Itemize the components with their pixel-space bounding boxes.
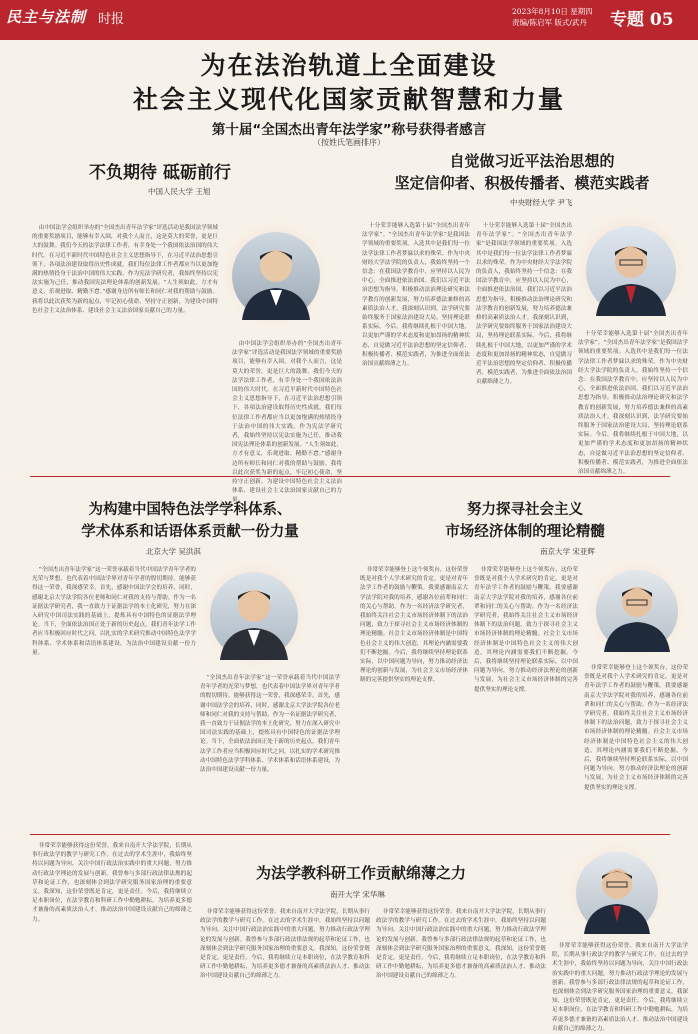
portrait-photo-song-hualin (576, 852, 658, 934)
article-5-title: 为法学教科研工作贡献绵薄之力 (255, 864, 466, 882)
article-4-author: 南京大学 宋亚辉 (540, 547, 595, 556)
newspaper-logo: 民主与法制 (6, 8, 87, 26)
article-3-body-col1 (32, 566, 196, 826)
article-1-author: 中国人民大学 王旭 (148, 187, 211, 196)
headline-note: （按姓氏笔画排序） (313, 138, 385, 147)
article-4-body-col1 (360, 566, 468, 826)
editor-credit: 责编/陈启军 版式/武丹 (512, 18, 587, 27)
article-5-body-col2 (200, 908, 370, 978)
article-5-text-col4: 非常荣幸能够获得这份荣誉。我来自南开大学法学院，长期从事行政法学的教学与研究工作。在过去的学术生涯中，我始终坚持以问题为导向，关注中国行政法治实践中的重大问题，努力推动行政法学理论的发展与创新。我曾参与多部行政法律法规的起草和论证工作，也深刻体会到法学研究服务国家治理的重要意义。我深知，这份荣誉既是肯定，更是责任。今后，我将继续立足本职岗位，在法学教育和科研工作中勤勉耕耘，为培养更多德才兼备的高素质法治人才、推动法治中国建设贡献自己的绵薄之力。 (552, 943, 688, 1032)
article-3-author: 北京大学 吴洪淇 (146, 547, 201, 556)
article-5-text: 非常荣幸能够获得这份荣誉。我来自南开大学法学院，长期从事行政法学的教学与研究工作。在过去的学术生涯中，我始终坚持以问题为导向，关注中国行政法治实践中的重大问题，努力推动行政法学理论的发展与创新。我曾参与多部行政法律法规的起草和论证工作，也深刻体会到法学研究服务国家治理的重要意义。我深知，这份荣誉既是肯定，更是责任。今后，我将继续立足本职岗位，在法学教育和科研工作中勤勉耕耘，为培养更多德才兼备的高素质法治人才、推动法治中国建设贡献自己的绵薄之力。 (32, 843, 192, 923)
headline-subtitle: 第十届“全国杰出青年法学家”称号获得者感言 (211, 122, 487, 138)
article-5-body-col3 (376, 908, 546, 978)
article-4-text-col2: 非常荣幸能够登上这个领奖台，这份荣誉既是对我个人学术研究的肯定，更是对青年法学工作者的鼓励与鞭策。我要感谢南京大学法学院对我的培养，感谢各位前辈和同仁的关心与帮助。作为一名经济法学研究者，我始终关注社会主义市场经济体制下的法治问题，致力于探寻社会主义市场经济体制的理论精髓。社会主义市场经济体制是中国特色社会主义的伟大创造，其理论内涵需要我们不断挖掘。今后，我将继续坚持理论联系实际，以中国问题为导向，努力推动经济法理论的创新与发展，为社会主义市场经济体制的完善提供坚实的理论支撑。 (474, 567, 578, 693)
article-3-text-col2: “全国杰出青年法学家”这一荣誉承载着当代中国法学青年学者的光荣与梦想，也代表着中国法学界对青年学者的殷切期待。能够获得这一荣誉，我深感荣幸。首先，感谢中国法学会的培养，同时，感谢北京大学法学院各位老师和同仁对我的支持与帮助。作为一名证据法学研究者，我一直致力于证据法学的本土化研究，努力在深入研究中国司法实践的基础上，提炼具有中国特色的证据法学理论。当下，全面依法治国正处于新的历史起点，我们青年法学工作者应当积极回应时代之问，以扎实的学术研究推动中国特色法学学科体系、学术体系和话语体系建设，为法治中国建设贡献一份力量。 (200, 675, 340, 774)
article-2-body-col3 (578, 330, 688, 476)
article-2-author: 中央财经大学 尹飞 (510, 198, 573, 207)
issue-date: 2023年8月10日 星期四 (512, 7, 593, 16)
dateline (512, 6, 608, 28)
section-divider (30, 476, 670, 477)
article-1-body (32, 224, 218, 454)
portrait-photo-yin-fei (586, 226, 676, 316)
section-tag: 专题 05 (610, 10, 674, 30)
article-1-body-col2 (232, 340, 342, 504)
article-4-body-col3 (584, 664, 688, 826)
article-4-text: 非常荣幸能够登上这个领奖台，这份荣誉既是对我个人学术研究的肯定，更是对青年法学工作者的鼓励与鞭策。我要感谢南京大学法学院对我的培养，感谢各位前辈和同仁的关心与帮助。作为一名经济法学研究者，我始终关注社会主义市场经济体制下的法治问题，致力于探寻社会主义市场经济体制的理论精髓。社会主义市场经济体制是中国特色社会主义的伟大创造，其理论内涵需要我们不断挖掘。今后，我将继续坚持理论联系实际，以中国问题为导向，努力推动经济法理论的创新与发展，为社会主义市场经济体制的完善提供坚实的理论支撑。 (360, 567, 468, 684)
article-2-text: 十分荣幸能够入选第十届“全国杰出青年法学家”。“全国杰出青年法学家”是我国法学领域的重要奖项。入选其中是我们每一位法学法律工作者梦寐以求的殊荣。作为中央财经大学法学院的负责人，我始终坚持一个信念：在我国法学教育中，应坚持以人民为中心，全面推进依法治国。我们以习近平法治思想为指导，积极推动法治理论研究和法学教育的创新发展，努力培养德法兼修的高素质法治人才。我深刻认识到，法学研究要始终服务于国家法治建设大局，坚持理论联系实际。今后，我将继续扎根于中国大地，以更加严谨的学术态度和更加昂扬的精神状态，自觉做习近平法治思想的坚定信仰者、积极传播者、模范实践者，为推进全面依法治国贡献绵薄之力。 (362, 223, 470, 368)
article-3-text: “全国杰出青年法学家”这一荣誉承载着当代中国法学青年学者的光荣与梦想，也代表着中国法学界对青年学者的殷切期待。能够获得这一荣誉，我深感荣幸。首先，感谢中国法学会的培养，同时，感谢北京大学法学院各位老师和同仁对我的支持与帮助。作为一名证据法学研究者，我一直致力于证据法学的本土化研究，努力在深入研究中国司法实践的基础上，提炼具有中国特色的证据法学理论。当下，全面依法治国正处于新的历史起点，我们青年法学工作者应当积极回应时代之问，以扎实的学术研究推动中国特色法学学科体系、学术体系和话语体系建设，为法治中国建设贡献一份力量。 (32, 567, 196, 656)
article-4-body-col2 (474, 566, 578, 826)
article-4-title-line-1: 努力探寻社会主义 (467, 502, 583, 518)
portrait-photo-wang-xu (232, 232, 320, 320)
article-2-text-col2: 十分荣幸能够入选第十届“全国杰出青年法学家”。“全国杰出青年法学家”是我国法学领域的重要奖项。入选其中是我们每一位法学法律工作者梦寐以求的殊荣。作为中央财经大学法学院的负责人，我始终坚持一个信念：在我国法学教育中，应坚持以人民为中心，全面推进依法治国。我们以习近平法治思想为指导，积极推动法治理论研究和法学教育的创新发展，努力培养德法兼修的高素质法治人才。我深刻认识到，法学研究要始终服务于国家法治建设大局，坚持理论联系实际。今后，我将继续扎根于中国大地，以更加严谨的学术态度和更加昂扬的精神状态，自觉做习近平法治思想的坚定信仰者、积极传播者、模范实践者，为推进全面依法治国贡献绵薄之力。 (476, 223, 572, 386)
article-5-text-col2: 非常荣幸能够获得这份荣誉。我来自南开大学法学院，长期从事行政法学的教学与研究工作。在过去的学术生涯中，我始终坚持以问题为导向，关注中国行政法治实践中的重大问题，努力推动行政法学理论的发展与创新。我曾参与多部行政法律法规的起草和论证工作，也深刻体会到法学研究服务国家治理的重要意义。我深知，这份荣誉既是肯定，更是责任。今后，我将继续立足本职岗位，在法学教育和科研工作中勤勉耕耘，为培养更多德才兼备的高素质法治人才、推动法治中国建设贡献自己的绵薄之力。 (200, 909, 370, 980)
article-2-title-line-1: 自觉做习近平法治思想的 (449, 152, 615, 170)
article-5-text-col3: 非常荣幸能够获得这份荣誉。我来自南开大学法学院，长期从事行政法学的教学与研究工作。在过去的学术生涯中，我始终坚持以问题为导向，关注中国行政法治实践中的重大问题，努力推动行政法学理论的发展与创新。我曾参与多部行政法律法规的起草和论证工作，也深刻体会到法学研究服务国家治理的重要意义。我深知，这份荣誉既是肯定，更是责任。今后，我将继续立足本职岗位，在法学教育和科研工作中勤勉耕耘，为培养更多德才兼备的高素质法治人才、推动法治中国建设贡献自己的绵薄之力。 (376, 909, 546, 980)
article-1-title: 不负期待 砥砺前行 (89, 163, 231, 183)
article-5-author: 南开大学 宋华琳 (330, 890, 385, 899)
article-2-body-col1 (362, 222, 470, 454)
portrait-photo-song-yahui (596, 570, 678, 652)
article-1-text-col2: 由中国法学会组织举办的“全国杰出青年法学家”评选活动是我国法学领域的重要奖励项目，能够有幸入围，对我个人而言，这是莫大的荣誉，更是巨大的鼓舞。我们今天的法学法律工作者，有幸身处一个我国依法治国的伟大时代。在习近平新时代中国特色社会主义思想指导下，在习近平法治思想引领下，各项法治建设取得历史性成就。我们每位法律工作者都应当以更加饱满的热情投身于法治中国的伟大实践。作为宪法学研究者，我始终坚持以宪法实施为己任，推动我国宪法理论体系的创新发展。“人生须如此，方才有意义，乐观进取、精勤不怠。”感谢身边所有师长和同仁对我的帮助与鼓励。我将以此次获奖为新的起点，牢记初心使命，坚持守正创新，为建设中国特色社会主义法治体系、建设社会主义法治国家贡献自己的力量。 (232, 341, 342, 504)
article-3-body-col2 (200, 674, 340, 826)
headline-line-2: 社会主义现代化国家贡献智慧和力量 (132, 85, 565, 114)
article-1-text: 由中国法学会组织举办的“全国杰出青年法学家”评选活动是我国法学领域的重要奖励项目，能够有幸入围，对我个人而言，这是莫大的荣誉，更是巨大的鼓舞。我们今天的法学法律工作者，有幸身处一个我国依法治国的伟大时代。在习近平新时代中国特色社会主义思想指导下，在习近平法治思想引领下，各项法治建设取得历史性成就。我们每位法律工作者都应当以更加饱满的热情投身于法治中国的伟大实践。作为宪法学研究者，我始终坚持以宪法实施为己任，推动我国宪法理论体系的创新发展。“人生须如此，方才有意义，乐观进取、精勤不怠。”感谢身边所有师长和同仁对我的帮助与鼓励。我将以此次获奖为新的起点，牢记初心使命，坚持守正创新，为建设中国特色社会主义法治体系、建设社会主义法治国家贡献自己的力量。 (32, 225, 218, 314)
article-2-body-col2 (476, 222, 572, 454)
headline-line-1: 为在法治轨道上全面建设 (200, 51, 498, 80)
article-3-title-line-1: 为构建中国特色法学学科体系、 (88, 502, 292, 518)
newspaper-logo-sub: 时报 (98, 12, 125, 27)
article-5-body-col4 (552, 942, 688, 1032)
article-2-title-line-2: 坚定信仰者、积极传播者、模范实践者 (394, 174, 650, 192)
article-2-text-col3: 十分荣幸能够入选第十届“全国杰出青年法学家”。“全国杰出青年法学家”是我国法学领域的重要奖项。入选其中是我们每一位法学法律工作者梦寐以求的殊荣。作为中央财经大学法学院的负责人，我始终坚持一个信念：在我国法学教育中，应坚持以人民为中心，全面推进依法治国。我们以习近平法治思想为指导，积极推动法治理论研究和法学教育的创新发展，努力培养德法兼修的高素质法治人才。我深刻认识到，法学研究要始终服务于国家法治建设大局，坚持理论联系实际。今后，我将继续扎根于中国大地，以更加严谨的学术态度和更加昂扬的精神状态，自觉做习近平法治思想的坚定信仰者、积极传播者、模范实践者，为推进全面依法治国贡献绵薄之力。 (578, 331, 688, 476)
article-4-title-line-2: 市场经济体制的理论精髓 (445, 524, 605, 540)
portrait-photo-wu-hongqi (210, 572, 298, 660)
article-4-text-col3: 非常荣幸能够登上这个领奖台，这份荣誉既是对我个人学术研究的肯定，更是对青年法学工作者的鼓励与鞭策。我要感谢南京大学法学院对我的培养，感谢各位前辈和同仁的关心与帮助。作为一名经济法学研究者，我始终关注社会主义市场经济体制下的法治问题，致力于探寻社会主义市场经济体制的理论精髓。社会主义市场经济体制是中国特色社会主义的伟大创造，其理论内涵需要我们不断挖掘。今后，我将继续坚持理论联系实际，以中国问题为导向，努力推动经济法理论的创新与发展，为社会主义市场经济体制的完善提供坚实的理论支撑。 (584, 665, 688, 791)
article-5-body-col1 (32, 842, 192, 978)
section-divider (30, 834, 670, 835)
article-3-title-line-2: 学术体系和话语体系贡献一份力量 (81, 524, 299, 540)
